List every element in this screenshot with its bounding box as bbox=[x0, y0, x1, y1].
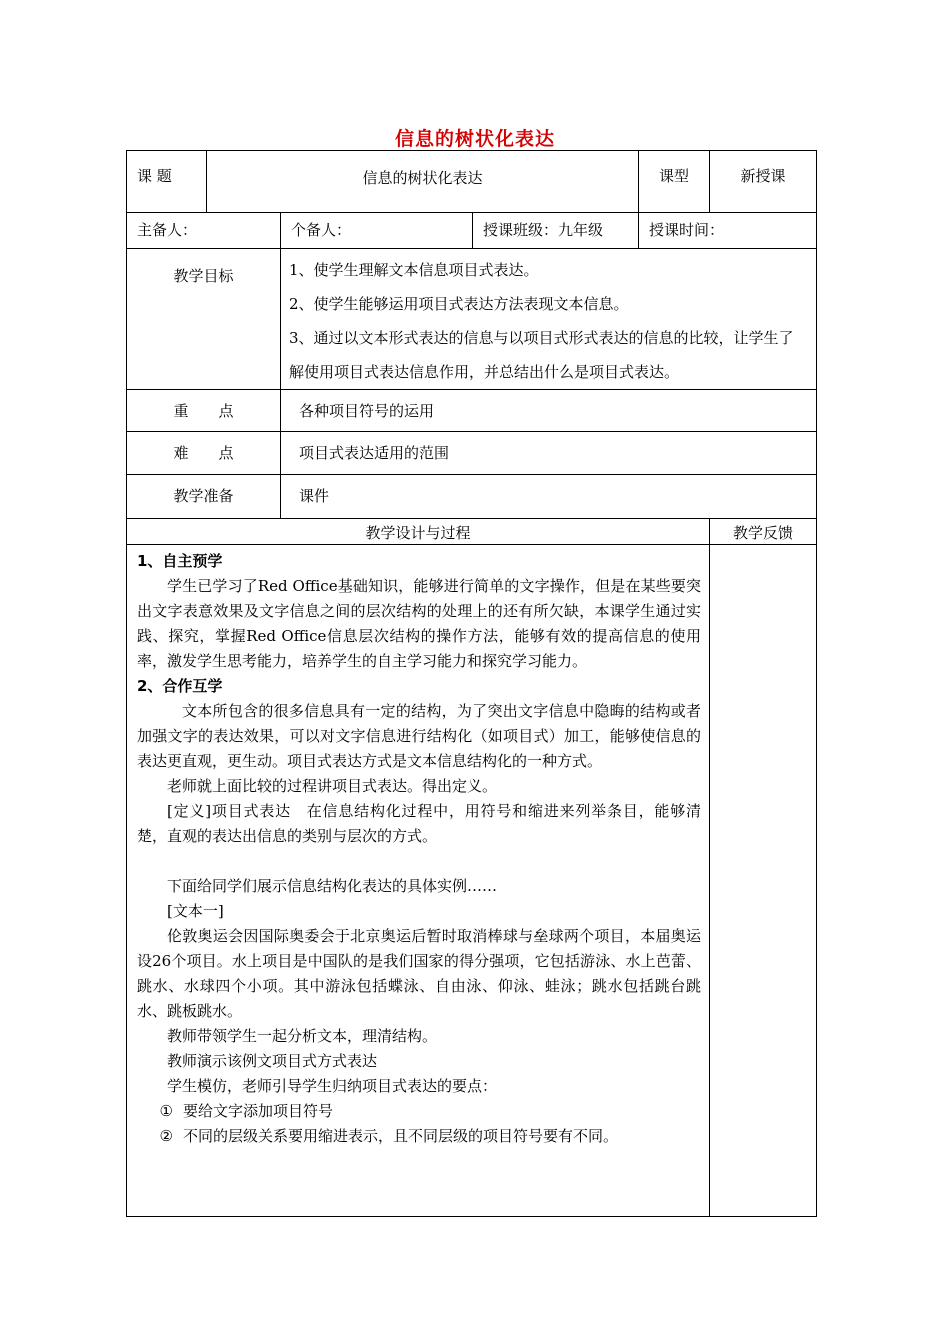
paragraph: 学生已学习了Red Office基础知识，能够进行简单的文字操作，但是在某些要突出文字表意效果及文字信息之间的层次结构的处理上的还有所欠缺，本课学生通过实践、探究，掌握Red Office信息层次结构的操作方法，能够有效的提高信息的使用率，激发学生思考能力，培养学生的自主学习能力和探究学习能力。 bbox=[137, 577, 702, 670]
section-heading: 2、合作互学 bbox=[137, 677, 223, 695]
paragraph: 教师带领学生一起分析文本，理清结构。 bbox=[167, 1027, 438, 1045]
paragraph: 老师就上面比较的过程讲项目式表达。得出定义。 bbox=[167, 777, 498, 795]
goal-item: 2、使学生能够运用项目式表达方法表现文本信息。 bbox=[289, 295, 629, 313]
paragraph: 下面给同学们展示信息结构化表达的具体实例…… bbox=[167, 877, 498, 895]
type-label: 课型 bbox=[639, 151, 710, 213]
goals-content bbox=[281, 249, 817, 390]
prep-label: 教学准备 bbox=[127, 475, 281, 519]
main-preparer: 主备人： bbox=[127, 213, 281, 249]
feedback-content bbox=[710, 545, 817, 1217]
row-preparers bbox=[127, 213, 817, 249]
paragraph: [定义]项目式表达 在信息结构化过程中，用符号和缩进来列举条目，能够清楚，直观的表达出信息的类别与层次的方式。 bbox=[137, 802, 702, 845]
goal-item: 1、使学生理解文本信息项目式表达。 bbox=[289, 261, 539, 279]
paragraph: [文本一] bbox=[167, 902, 224, 920]
feedback-header: 教学反馈 bbox=[710, 519, 817, 545]
key-value: 各种项目符号的运用 bbox=[281, 390, 817, 432]
class-time: 授课时间： bbox=[639, 213, 817, 249]
list-number: ② bbox=[159, 1127, 173, 1145]
topic-value: 信息的树状化表达 bbox=[207, 151, 639, 213]
list-text: 不同的层级关系要用缩进表示，且不同层级的项目符号要有不同。 bbox=[183, 1127, 619, 1145]
row-preparation bbox=[127, 475, 817, 519]
design-content bbox=[127, 545, 710, 1217]
list-item bbox=[137, 1099, 701, 1124]
class-info: 授课班级：九年级 bbox=[473, 213, 639, 249]
paragraph: 伦敦奥运会因国际奥委会于北京奥运后暂时取消棒球与垒球两个项目，本届奥运设26个项目。水上项目是中国队的是我们国家的得分强项，它包括游泳、水上芭蕾、跳水、水球四个小项。其中游泳包括蝶泳、自由泳、仰泳、蛙泳；跳水包括跳台跳水、跳板跳水。 bbox=[137, 927, 702, 1020]
document-title: 信息的树状化表达 bbox=[394, 128, 555, 150]
paragraph: 学生模仿，老师引导学生归纳项目式表达的要点： bbox=[167, 1077, 498, 1095]
section-heading: 1、自主预学 bbox=[137, 552, 223, 570]
row-key-point bbox=[127, 390, 817, 432]
difficulty-value: 项目式表达适用的范围 bbox=[281, 432, 817, 475]
topic-label: 课 题 bbox=[127, 151, 207, 213]
list-item bbox=[137, 1124, 701, 1149]
goals-label: 教学目标 bbox=[127, 249, 281, 390]
lesson-plan-table bbox=[126, 150, 817, 1217]
row-design-body bbox=[127, 545, 817, 1217]
type-value: 新授课 bbox=[710, 151, 817, 213]
list-number: ① bbox=[159, 1102, 173, 1120]
paragraph: 教师演示该例文项目式方式表达 bbox=[167, 1052, 378, 1070]
row-design-header bbox=[127, 519, 817, 545]
prep-value: 课件 bbox=[281, 475, 817, 519]
difficulty-label: 难 点 bbox=[127, 432, 281, 475]
design-header: 教学设计与过程 bbox=[127, 519, 710, 545]
individual-preparer: 个备人： bbox=[281, 213, 473, 249]
row-difficulty bbox=[127, 432, 817, 475]
list-text: 要给文字添加项目符号 bbox=[183, 1102, 334, 1120]
goal-item: 3、通过以文本形式表达的信息与以项目式形式表达的信息的比较，让学生了解使用项目式表达信息作用，并总结出什么是项目式表达。 bbox=[289, 329, 794, 381]
row-topic bbox=[127, 151, 817, 213]
paragraph: 文本所包含的很多信息具有一定的结构，为了突出文字信息中隐晦的结构或者加强文字的表达效果，可以对文字信息进行结构化（如项目式）加工，能够使信息的表达更直观，更生动。项目式表达方式是文本信息结构化的一种方式。 bbox=[137, 702, 702, 770]
key-label: 重 点 bbox=[127, 390, 281, 432]
row-goals bbox=[127, 249, 817, 390]
